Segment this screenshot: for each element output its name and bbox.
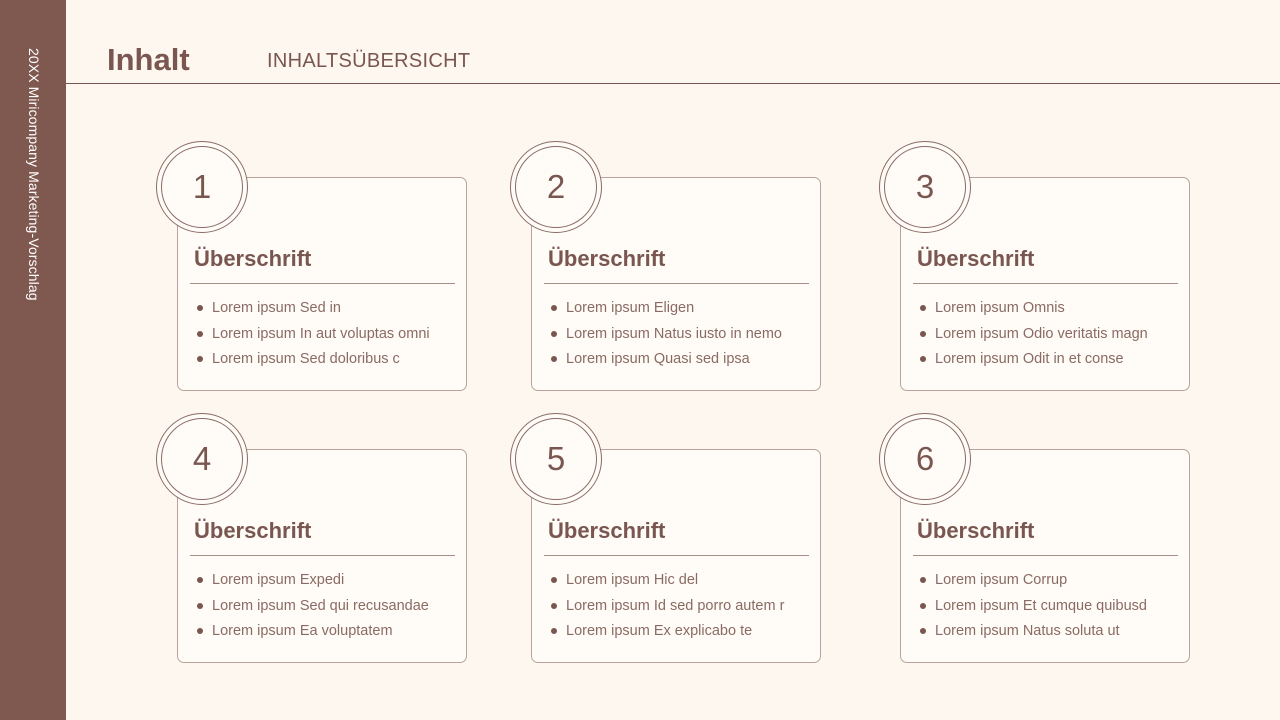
list-item: Lorem ipsum Sed doloribus c xyxy=(196,349,430,375)
list-item: Lorem ipsum Natus iusto in nemo xyxy=(550,324,782,350)
list-item: Lorem ipsum Expedi xyxy=(196,570,429,596)
card-heading: Überschrift xyxy=(917,246,1035,271)
card-divider xyxy=(544,555,809,556)
card-heading: Überschrift xyxy=(194,246,312,271)
list-item: Lorem ipsum Quasi sed ipsa xyxy=(550,349,782,375)
card-divider xyxy=(190,555,455,556)
card-divider xyxy=(544,283,809,284)
card-divider xyxy=(913,555,1178,556)
card-divider xyxy=(190,283,455,284)
list-item: Lorem ipsum Et cumque quibusd xyxy=(919,596,1147,622)
number-badge-4 xyxy=(156,413,248,505)
card-list xyxy=(550,298,782,375)
card-list xyxy=(196,298,430,375)
number-badge-3 xyxy=(879,141,971,233)
header-divider xyxy=(66,83,1280,84)
number-label: 6 xyxy=(884,418,966,500)
list-item: Lorem ipsum Natus soluta ut xyxy=(919,621,1147,647)
card-list xyxy=(919,570,1147,647)
number-badge-5 xyxy=(510,413,602,505)
card-list xyxy=(919,298,1148,375)
list-item: Lorem ipsum Ea voluptatem xyxy=(196,621,429,647)
list-item: Lorem ipsum Hic del xyxy=(550,570,784,596)
list-item: Lorem ipsum Omnis xyxy=(919,298,1148,324)
list-item: Lorem ipsum Odio veritatis magn xyxy=(919,324,1148,350)
list-item: Lorem ipsum Id sed porro autem r xyxy=(550,596,784,622)
list-item: Lorem ipsum In aut voluptas omni xyxy=(196,324,430,350)
card-heading: Überschrift xyxy=(917,518,1035,543)
sidebar xyxy=(0,0,66,720)
number-badge-2 xyxy=(510,141,602,233)
number-label: 2 xyxy=(515,146,597,228)
page-subtitle: INHALTSÜBERSICHT xyxy=(267,50,471,72)
card-list xyxy=(550,570,784,647)
list-item: Lorem ipsum Sed in xyxy=(196,298,430,324)
page-title: Inhalt xyxy=(107,42,190,77)
card-heading: Überschrift xyxy=(548,246,666,271)
number-badge-1 xyxy=(156,141,248,233)
list-item: Lorem ipsum Eligen xyxy=(550,298,782,324)
number-label: 3 xyxy=(884,146,966,228)
list-item: Lorem ipsum Odit in et conse xyxy=(919,349,1148,375)
number-label: 1 xyxy=(161,146,243,228)
number-label: 4 xyxy=(161,418,243,500)
card-heading: Überschrift xyxy=(194,518,312,543)
card-heading: Überschrift xyxy=(548,518,666,543)
card-divider xyxy=(913,283,1178,284)
number-badge-6 xyxy=(879,413,971,505)
card-list xyxy=(196,570,429,647)
list-item: Lorem ipsum Sed qui recusandae xyxy=(196,596,429,622)
list-item: Lorem ipsum Ex explicabo te xyxy=(550,621,784,647)
number-label: 5 xyxy=(515,418,597,500)
sidebar-caption: 20XX Miricompany Marketing-Vorschlag xyxy=(26,48,42,301)
list-item: Lorem ipsum Corrup xyxy=(919,570,1147,596)
